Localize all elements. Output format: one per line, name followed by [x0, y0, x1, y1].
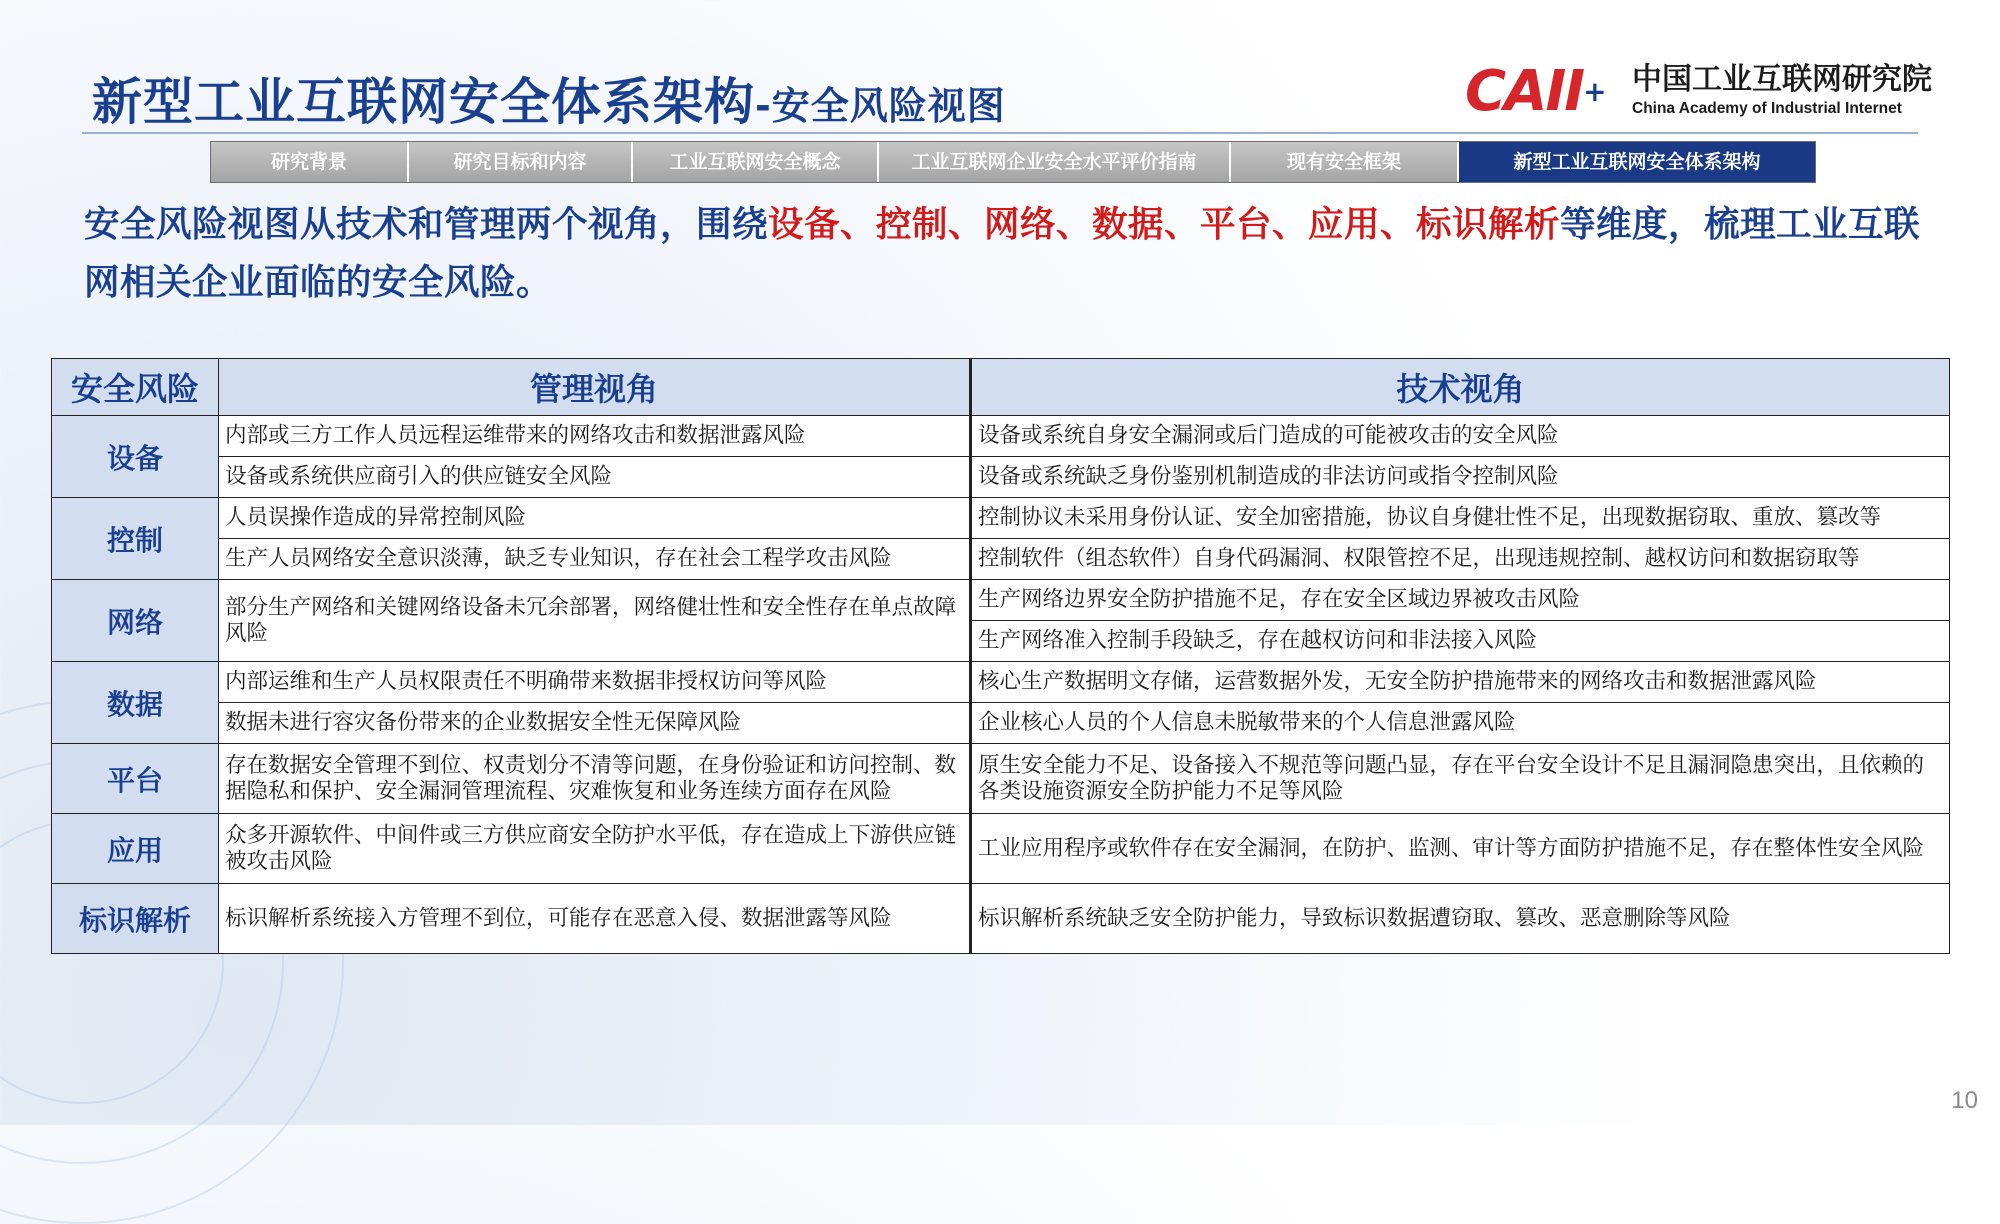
technical-cell: 控制软件（组态软件）自身代码漏洞、权限管控不足，出现违规控制、越权访问和数据窃取等: [971, 539, 1950, 580]
management-cell: 存在数据安全管理不到位、权责划分不清等问题，在身份验证和访问控制、数据隐私和保护、安全漏洞管理流程、灾难恢复和业务连续方面存在风险: [219, 744, 971, 814]
table-row: [52, 416, 1950, 457]
management-cell: 内部运维和生产人员权限责任不明确带来数据非授权访问等风险: [219, 662, 971, 703]
table-row: [52, 498, 1950, 539]
logo-mark-text: CAII: [1465, 59, 1584, 124]
header-technical: 技术视角: [971, 359, 1950, 416]
nav-item-existing-frameworks[interactable]: 现有安全框架: [1231, 142, 1459, 182]
management-cell: 设备或系统供应商引入的供应链安全风险: [219, 457, 971, 498]
technical-cell: 工业应用程序或软件存在安全漏洞，在防护、监测、审计等方面防护措施不足，存在整体性安全风险: [971, 814, 1950, 884]
caii-logo: [1465, 59, 1932, 124]
technical-cell: 标识解析系统缺乏安全防护能力，导致标识数据遭窃取、篡改、恶意删除等风险: [971, 884, 1950, 954]
table-row: [52, 457, 1950, 498]
risk-table: [51, 358, 1950, 954]
category-cell: 标识解析: [52, 884, 219, 954]
logo-english-name: China Academy of Industrial Internet: [1632, 100, 1902, 117]
page-title: [92, 62, 1006, 134]
category-cell: 网络: [52, 580, 219, 662]
management-cell: 众多开源软件、中间件或三方供应商安全防护水平低，存在造成上下游供应链被攻击风险: [219, 814, 971, 884]
technical-cell: 设备或系统自身安全漏洞或后门造成的可能被攻击的安全风险: [971, 416, 1950, 457]
technical-cell: 设备或系统缺乏身份鉴别机制造成的非法访问或指令控制风险: [971, 457, 1950, 498]
logo-mark: [1465, 59, 1605, 124]
category-cell: 控制: [52, 498, 219, 580]
nav-item-background[interactable]: 研究背景: [211, 142, 409, 182]
table-row: [52, 539, 1950, 580]
intro-highlight: 设备、控制、网络、数据、平台、应用、标识解析: [768, 204, 1561, 245]
management-cell: 数据未进行容灾备份带来的企业数据安全性无保障风险: [219, 703, 971, 744]
management-cell: 标识解析系统接入方管理不到位，可能存在恶意入侵、数据泄露等风险: [219, 884, 971, 954]
logo-plus: +: [1583, 75, 1605, 108]
table-row: [52, 814, 1950, 884]
category-cell: 数据: [52, 662, 219, 744]
technical-cell: 控制协议未采用身份认证、安全加密措施，协议自身健壮性不足，出现数据窃取、重放、篡改等: [971, 498, 1950, 539]
management-cell: 内部或三方工作人员远程运维带来的网络攻击和数据泄露风险: [219, 416, 971, 457]
technical-cell: 核心生产数据明文存储，运营数据外发，无安全防护措施带来的网络攻击和数据泄露风险: [971, 662, 1950, 703]
management-cell: 部分生产网络和关键网络设备未冗余部署，网络健壮性和安全性存在单点故障风险: [219, 580, 971, 662]
title-sub: -安全风险视图: [755, 84, 1006, 128]
table-row: [52, 744, 1950, 814]
nav-item-goals[interactable]: 研究目标和内容: [409, 142, 633, 182]
technical-cell: 生产网络准入控制手段缺乏，存在越权访问和非法接入风险: [971, 621, 1950, 662]
nav-item-evaluation-guide[interactable]: 工业互联网企业安全水平评价指南: [879, 142, 1231, 182]
page-number: 10: [1951, 1087, 1978, 1114]
header-risk: 安全风险: [52, 359, 219, 416]
header-management: 管理视角: [219, 359, 971, 416]
table-row: [52, 662, 1950, 703]
technical-cell: 企业核心人员的个人信息未脱敏带来的个人信息泄露风险: [971, 703, 1950, 744]
category-cell: 设备: [52, 416, 219, 498]
table-header-row: [52, 359, 1950, 416]
nav-item-concepts[interactable]: 工业互联网安全概念: [633, 142, 879, 182]
table-row: [52, 884, 1950, 954]
category-cell: 应用: [52, 814, 219, 884]
title-divider: [82, 132, 1918, 134]
intro-paragraph: [84, 196, 1932, 312]
table-row: [52, 580, 1950, 621]
intro-text: 等维度，梳理工业互联网相关企业面临的安全风险。: [84, 204, 1921, 303]
technical-cell: 生产网络边界安全防护措施不足，存在安全区域边界被攻击风险: [971, 580, 1950, 621]
title-main: 新型工业互联网安全体系架构: [92, 73, 755, 131]
logo-chinese-name: 中国工业互联网研究院: [1632, 62, 1932, 97]
section-nav: [210, 141, 1816, 183]
nav-item-new-architecture[interactable]: 新型工业互联网安全体系架构: [1459, 142, 1815, 182]
management-cell: 人员误操作造成的异常控制风险: [219, 498, 971, 539]
intro-text: 安全风险视图从技术和管理两个视角，围绕: [84, 204, 769, 245]
technical-cell: 原生安全能力不足、设备接入不规范等问题凸显，存在平台安全设计不足且漏洞隐患突出，且依赖的各类设施资源安全防护能力不足等风险: [971, 744, 1950, 814]
category-cell: 平台: [52, 744, 219, 814]
management-cell: 生产人员网络安全意识淡薄，缺乏专业知识，存在社会工程学攻击风险: [219, 539, 971, 580]
table-row: [52, 703, 1950, 744]
